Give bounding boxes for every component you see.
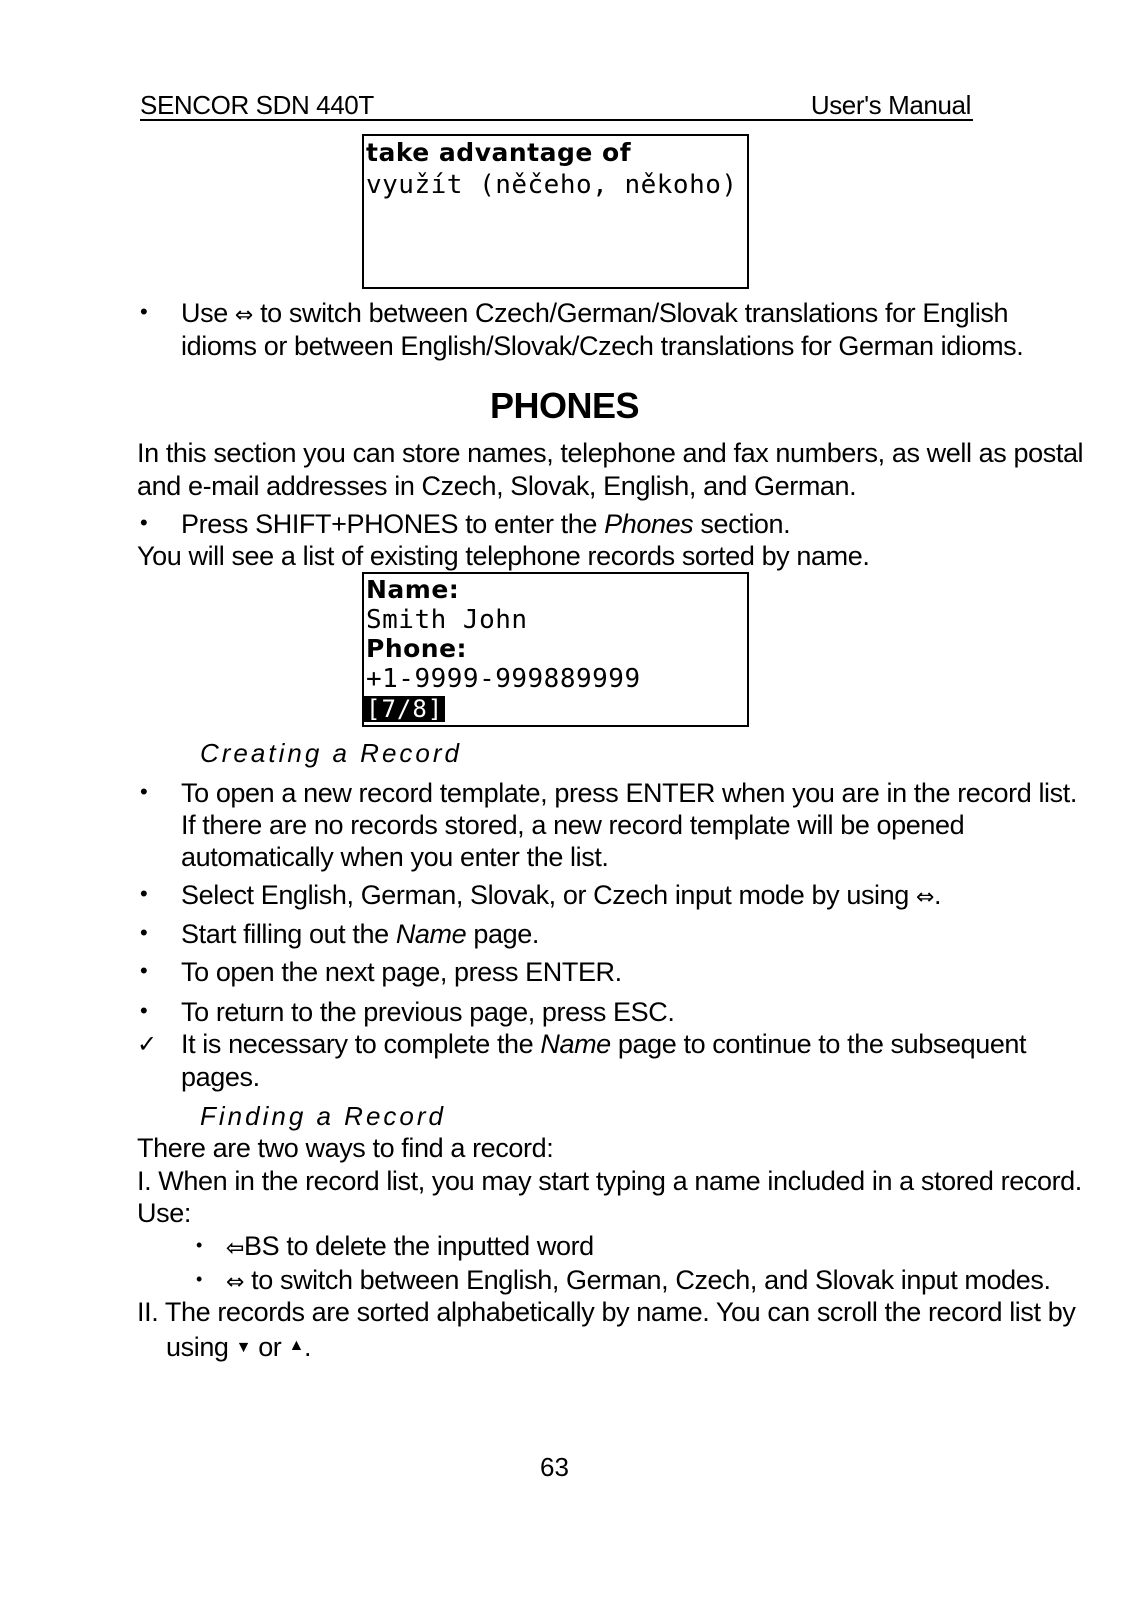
header-product: SENCOR SDN 440T: [140, 90, 374, 120]
bullet-dot: •: [140, 920, 148, 945]
creating-b1-line2: If there are no records stored, a new record template will be opened: [181, 810, 965, 840]
screen-idiom-translation: využít (něčeho, někoho): [366, 170, 738, 200]
page-number: 63: [540, 1452, 569, 1482]
screen-value-name: Smith John: [366, 605, 528, 635]
device-screen-idiom: [362, 134, 749, 289]
small-bullet-dot: •: [196, 1235, 203, 1255]
press-bullet: Press SHIFT+PHONES to enter the Phones section.: [181, 509, 791, 539]
header-manual: User's Manual: [810, 90, 971, 120]
creating-check-line1: It is necessary to complete the Name page to continue to the subsequent: [181, 1029, 1027, 1059]
check-icon: ✓: [137, 1030, 157, 1058]
intro-bullet-line2: idioms or between English/Slovak/Czech translations for German idioms.: [181, 331, 1024, 361]
creating-b4: To open the next page, press ENTER.: [181, 957, 622, 987]
finding-line1: There are two ways to find a record:: [137, 1133, 554, 1163]
screen-value-phone: +1-9999-999889999: [366, 664, 641, 694]
finding-line4: II. The records are sorted alphabetically by name. You can scroll the record list by: [137, 1297, 1076, 1327]
down-arrow-icon: ▼: [235, 1339, 252, 1356]
section-title: PHONES: [490, 385, 640, 426]
left-right-arrow-icon: ⇔: [226, 1270, 245, 1295]
left-right-arrow-icon: ⇔: [915, 885, 935, 910]
screen-idiom-headword: take advantage of: [366, 138, 632, 167]
creating-b1-line3: automatically when you enter the list.: [181, 842, 609, 872]
bullet-dot: •: [140, 299, 148, 324]
phones-intro-line2: and e-mail addresses in Czech, Slovak, English, and German.: [137, 471, 857, 501]
finding-line3: Use:: [137, 1198, 191, 1228]
finding-sub1: ⇦BS to delete the inputted word: [226, 1231, 594, 1261]
finding-sub2: ⇔ to switch between English, German, Czech, and Slovak input modes.: [226, 1265, 1051, 1295]
phones-intro-line1: In this section you can store names, telephone and fax numbers, as well as postal: [137, 438, 1084, 468]
creating-b2: Select English, German, Slovak, or Czech input mode by using ⇔.: [181, 880, 942, 910]
intro-bullet-line1: Use ⇔ to switch between Czech/German/Slovak translations for English: [181, 298, 1009, 328]
finding-line5: using ▼ or ▲.: [166, 1332, 312, 1362]
screen-label-phone: Phone:: [366, 634, 468, 663]
small-bullet-dot: •: [196, 1269, 203, 1289]
subsection-title-finding: Finding a Record: [200, 1101, 446, 1131]
creating-check-line2: pages.: [181, 1062, 260, 1092]
bullet-dot: •: [140, 881, 148, 906]
bullet-dot: •: [140, 958, 148, 983]
creating-b3: Start filling out the Name page.: [181, 919, 539, 949]
header-rule: [140, 119, 973, 121]
screen-record-counter: [7/8]: [366, 695, 444, 723]
bullet-dot: •: [140, 998, 148, 1023]
screen-label-name: Name:: [366, 575, 460, 604]
finding-line2: I. When in the record list, you may start typing a name included in a stored record.: [137, 1166, 1082, 1196]
device-screen-phone-record: [362, 572, 749, 727]
back-arrow-icon: ⇦: [226, 1236, 245, 1261]
bullet-dot: •: [140, 510, 148, 535]
creating-b1-line1: To open a new record template, press ENTER when you are in the record list.: [181, 778, 1077, 808]
creating-b5: To return to the previous page, press ESC.: [181, 997, 675, 1027]
up-arrow-icon: ▲: [288, 1337, 304, 1354]
list-note: You will see a list of existing telephone records sorted by name.: [137, 541, 870, 571]
bullet-dot: •: [140, 779, 148, 804]
left-right-arrow-icon: ⇔: [234, 303, 253, 328]
subsection-title-creating: Creating a Record: [200, 738, 462, 768]
